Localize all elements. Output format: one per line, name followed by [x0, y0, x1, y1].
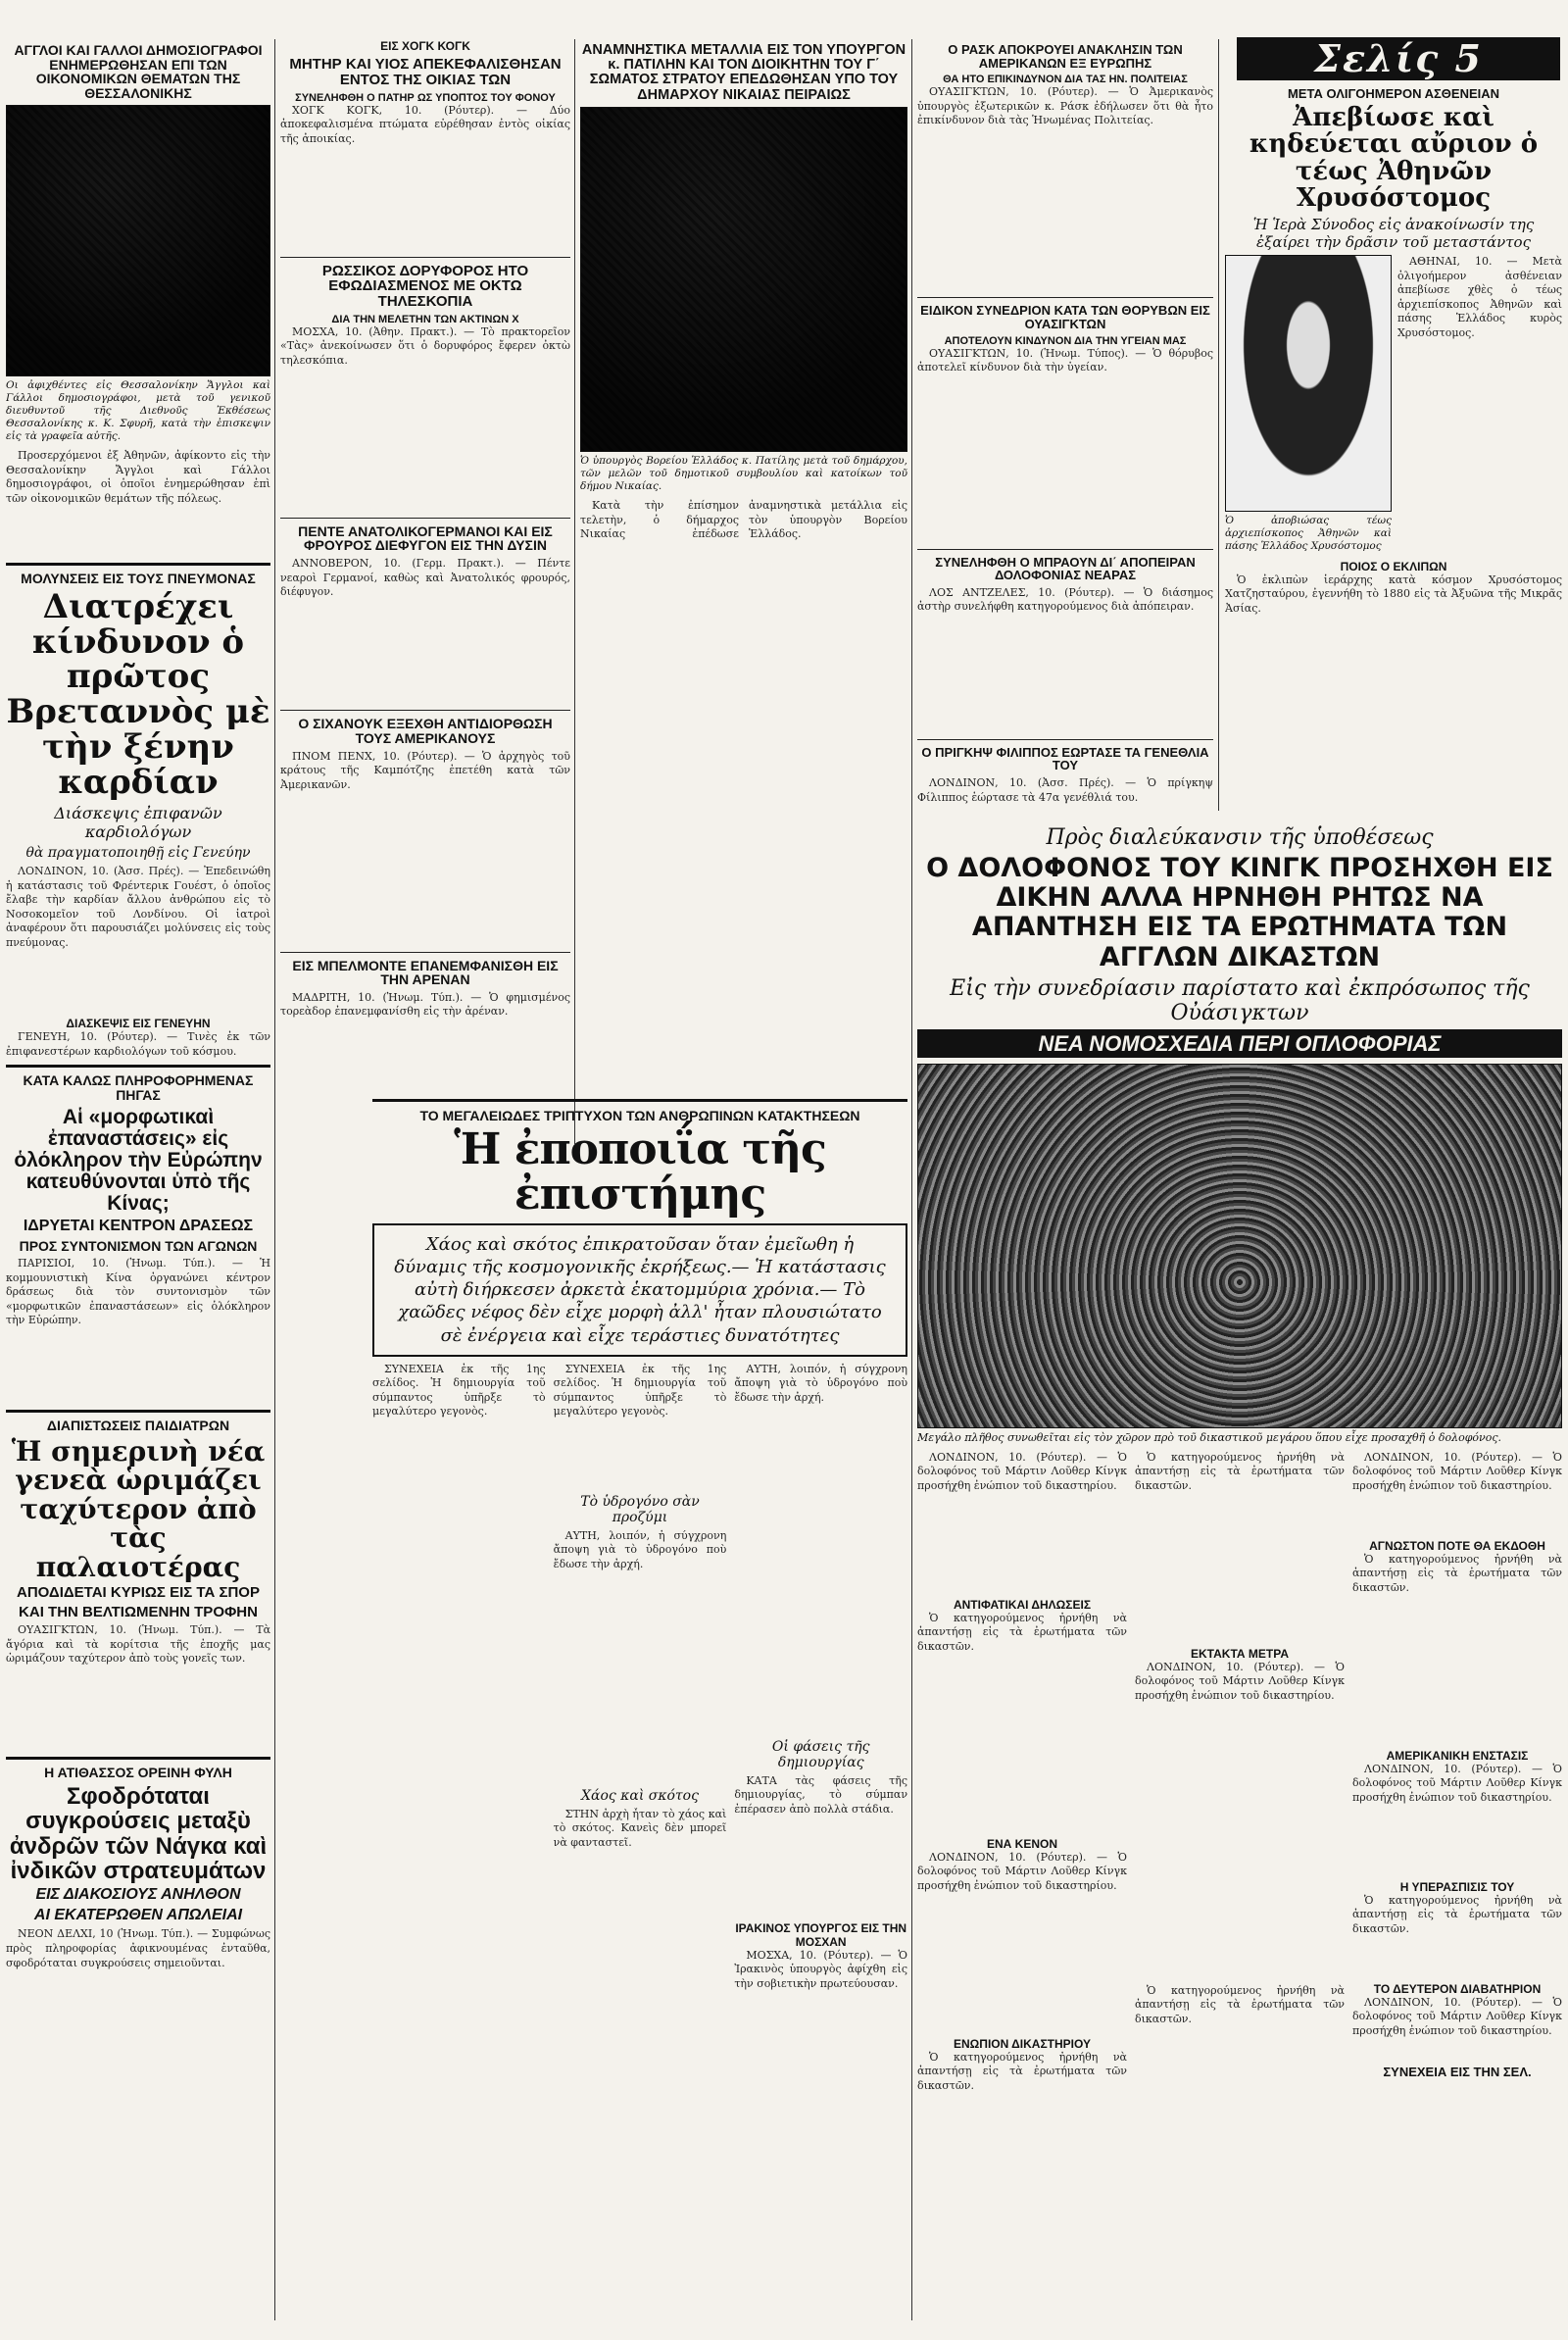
article-text: Κατὰ τὴν ἐπίσημον τελετὴν, ὁ δήμαρχος Νικαίας ἐπέδωσε ἀναμνηστικὰ μετάλλια εἰς τὸν ὑπουργὸν Βορείου Ἑλλάδος.	[580, 499, 907, 541]
headline-satellite: ΡΩΣΣΙΚΟΣ ΔΟΡΥΦΟΡΟΣ ΗΤΟ ΕΦΩΔΙΑΣΜΕΝΟΣ ΜΕ ΟΚΤΩ ΤΗΛΕΣΚΟΠΙΑ	[321, 262, 529, 310]
photo-caption: Μεγάλο πλῆθος συνωθεῖται εἰς τὸν χῶρον πρὸ τοῦ δικαστικοῦ μεγάρου ὅπου εἶχε προσαχθῆ ὁ δολοφόνος.	[917, 1431, 1501, 1445]
article-text: Ὁ κατηγορούμενος ἠρνήθη νὰ ἀπαντήσῃ εἰς τὰ ἐρωτήματα τῶν δικαστῶν.	[917, 1611, 1127, 1653]
headline-king: Ο ΔΟΛΟΦΟΝΟΣ ΤΟΥ ΚΙΝΓΚ ΠΡΟΣΗΧΘΗ ΕΙΣ ΔΙΚΗΝ ΑΛΛΑ ΗΡΝΗΘΗ ΡΗΤΩΣ ΝΑ ΑΠΑΝΤΗΣΗ ΕΙΣ ΤΑ ΕΡΩΤΗΜΑΤΑ ΤΩΝ ΑΓΓΛΩΝ ΔΙΚΑΣΤΩΝ	[926, 853, 1553, 972]
kicker: ΚΑΤΑ ΚΑΛΩΣ ΠΛΗΡΟΦΟΡΗΜΕΝΑΣ ΠΗΓΑΣ	[23, 1072, 254, 1103]
kicker: Πρὸς διαλεύκανσιν τῆς ὑποθέσεως	[1046, 825, 1434, 850]
article-text: ΑΥΤΗ, λοιπόν, ἡ σύγχρονη ἄποψη γιὰ τὸ ὑδρογόνο ποὺ ἔδωσε τὴν ἀρχή.	[553, 1528, 727, 1570]
article-text: ΣΥΝΕΧΕΙΑ ἐκ τῆς 1ης σελίδος. Ἡ δημιουργία τοῦ σύμπαντος ὑπῆρξε τὸ μεγαλύτερο γεγονὸς.	[553, 1362, 727, 1419]
headline-escape: ΠΕΝΤΕ ΑΝΑΤΟΛΙΚΟΓΕΡΜΑΝΟΙ ΚΑΙ ΕΙΣ ΦΡΟΥΡΟΣ ΔΙΕΦΥΓΟΝ ΕΙΣ ΤΗΝ ΔΥΣΙΝ	[298, 523, 553, 554]
subhead: ΚΑΙ ΤΗΝ ΒΕΛΤΙΩΜΕΝΗΝ ΤΡΟΦΗΝ	[19, 1603, 258, 1620]
article-text: ΟΥΑΣΙΓΚΤΩΝ, 10. (Ἡνωμ. Τύπος). — Ὁ θόρυβος ἀποτελεῖ κίνδυνον διὰ τὴν ὑγείαν.	[917, 346, 1213, 374]
article-text: Ὁ κατηγορούμενος ἠρνήθη νὰ ἀπαντήσῃ εἰς τὰ ἐρωτήματα τῶν δικαστῶν.	[1135, 1450, 1345, 1492]
column-rule	[574, 39, 575, 1144]
headline-science: Ἡ ἐποποιΐα τῆς ἐπιστήμης	[454, 1124, 826, 1220]
article-text: ΣΤΗΝ ἀρχὴ ἦταν τὸ χάος καὶ τὸ σκότος. Κανεὶς δὲν μπορεῖ νὰ φανταστεῖ.	[553, 1807, 727, 1849]
headline-china: Αἱ «μορφωτικαὶ ἐπαναστάσεις» εἰς ὁλόκληρον τὴν Εὐρώπην κατευθύνονται ὑπὸ τῆς Κίνας;	[14, 1105, 263, 1215]
headline-noise: ΕΙΔΙΚΟΝ ΣΥΝΕΔΡΙΟΝ ΚΑΤΑ ΤΩΝ ΘΟΡΥΒΩΝ ΕΙΣ ΟΥΑΣΙΓΚΤΩΝ	[920, 303, 1210, 331]
triptych-section	[372, 1093, 907, 2318]
subhead: ΙΔΡΥΕΤΑΙ ΚΕΝΤΡΟΝ ΔΡΑΣΕΩΣ	[23, 1217, 254, 1234]
article-text: ΑΘΗΝΑΙ, 10. — Μετὰ ὀλιγοήμερον ἀσθένειαν ἀπεβίωσε χθὲς ὁ τέως ἀρχιεπίσκοπος Ἀθηνῶν καὶ πάσης Ἑλλάδος κυρὸς Χρυσόστομος.	[1397, 255, 1562, 339]
article-text: ΛΟΝΔΙΝΟΝ, 10. (Ρόυτερ). — Ὁ δολοφόνος τοῦ Μάρτιν Λοῦθερ Κίνγκ προσήχθη ἐνώπιον τοῦ δικαστηρίου.	[1135, 1660, 1345, 1702]
photo-ceremony	[580, 107, 907, 452]
article-text: ΚΑΤΑ τὰς φάσεις τῆς δημιουργίας, τὸ σύμπαν ἐπέρασεν ἀπὸ πολλὰ στάδια.	[734, 1773, 907, 1816]
article-text: Ὁ κατηγορούμενος ἠρνήθη νὰ ἀπαντήσῃ εἰς τὰ ἐρωτήματα τῶν δικαστῶν.	[917, 2050, 1127, 2092]
continued-link: ΣΥΝΕΧΕΙΑ ΕΙΣ ΤΗΝ ΣΕΛ.	[1383, 2064, 1532, 2079]
article-text: ΑΝΝΟΒΕΡΟΝ, 10. (Γερμ. Πρακτ.). — Πέντε νεαροὶ Γερμανοί, καθὼς καὶ Ἀνατολικός φρουρός, διέφυγον.	[280, 557, 570, 599]
article-text: ΣΥΝΕΧΕΙΑ ἐκ τῆς 1ης σελίδος. Ἡ δημιουργία τοῦ σύμπαντος ὑπῆρξε τὸ μεγαλύτερο γεγονὸς.	[372, 1362, 546, 1419]
article-text: ΜΟΣΧΑ, 10. (Ρόυτερ). — Ὁ Ἰρακινὸς ὑπουργὸς ἀφίχθη εἰς τὴν σοβιετικὴν πρωτεύουσαν.	[734, 1948, 907, 1990]
kicker: ΜΟΛΥΝΣΕΙΣ ΕΙΣ ΤΟΥΣ ΠΝΕΥΜΟΝΑΣ	[21, 571, 256, 587]
article-text: ΜΑΔΡΙΤΗ, 10. (Ἡνωμ. Τύπ.). — Ὁ φημισμένος τορεὰδορ ἐπανεμφανίσθη εἰς τὴν ἀρέναν.	[280, 990, 570, 1019]
article-text: ΛΟΝΔΙΝΟΝ, 10. (Ρόυτερ). — Ὁ δολοφόνος τοῦ Μάρτιν Λοῦθερ Κίνγκ προσήχθη ἐνώπιον τοῦ δικαστηρίου.	[917, 1850, 1127, 1892]
article-text: ΛΟΝΔΙΝΟΝ, 10. (Ρόυτερ). — Ὁ δολοφόνος τοῦ Μάρτιν Λοῦθερ Κίνγκ προσήχθη ἐνώπιον τοῦ δικαστηρίου.	[1352, 1762, 1562, 1804]
headline-hongkong: ΜΗΤΗΡ ΚΑΙ ΥΙΟΣ ΑΠΕΚΕΦΑΛΙΣΘΗΣΑΝ ΕΝΤΟΣ ΤΗΣ ΟΙΚΙΑΣ ΤΩΝ	[289, 56, 562, 88]
article-text: ΝΕΟΝ ΔΕΛΧΙ, 10 (Ἡνωμ. Τύπ.). — Συμφώνως πρὸς πληροφορίας ἀφικνουμένας ἐνταῦθα, σφοδρόταται συγκρούσεις σημειοῦνται.	[6, 1927, 270, 1969]
headline-philip: Ο ΠΡΙΓΚΗΨ ΦΙΛΙΠΠΟΣ ΕΩΡΤΑΣΕ ΤΑ ΓΕΝΕΘΛΙΑ ΤΟΥ	[921, 744, 1209, 773]
minihead: ΙΡΑΚΙΝΟΣ ΥΠΟΥΡΓΟΣ ΕΙΣ ΤΗΝ ΜΟΣΧΑΝ	[735, 1920, 907, 1949]
subhead: Τὸ ὑδρογόνο σὰν προζύμι	[580, 1493, 700, 1525]
subhead: ΑΙ ΕΚΑΤΕΡΩΘΕΝ ΑΠΩΛΕΙΑΙ	[33, 1906, 243, 1923]
article-text: ΛΟΝΔΙΝΟΝ, 10. (Ρόυτερ). — Ὁ δολοφόνος τοῦ Μάρτιν Λοῦθερ Κίνγκ προσήχθη ἐνώπιον τοῦ δικαστηρίου.	[917, 1450, 1127, 1492]
headline-medals: ΑΝΑΜΝΗΣΤΙΚΑ ΜΕΤΑΛΛΙΑ ΕΙΣ ΤΟΝ ΥΠΟΥΡΓΟΝ κ. ΠΑΤΙΛΗΝ ΚΑΙ ΤΟΝ ΔΙΟΙΚΗΤΗΝ ΤΟΥ Γ΄ ΣΩΜΑΤΟΣ ΣΤΡΑΤΟΥ ΕΠΕΔΩΘΗΣΑΝ ΥΠΟ ΤΟΥ ΔΗΜΑΡΧΟΥ ΝΙΚΑΙΑΣ ΠΕΙΡΑΙΩΣ	[581, 42, 906, 103]
article-text: Ὁ κατηγορούμενος ἠρνήθη νὰ ἀπαντήσῃ εἰς τὰ ἐρωτήματα τῶν δικαστῶν.	[1135, 1983, 1345, 2025]
minihead: ΑΜΕΡΙΚΑΝΙΚΗ ΕΝΣΤΑΣΙΣ	[1386, 1748, 1529, 1763]
column-2	[280, 39, 570, 1137]
article-text: ΑΥΤΗ, λοιπόν, ἡ σύγχρονη ἄποψη γιὰ τὸ ὑδρογόνο ποὺ ἔδωσε τὴν ἀρχή.	[734, 1362, 907, 1404]
headline-rusk: Ο ΡΑΣΚ ΑΠΟΚΡΟΥΕΙ ΑΝΑΚΛΗΣΙΝ ΤΩΝ ΑΜΕΡΙΚΑΝΩΝ ΕΞ ΕΥΡΩΠΗΣ	[948, 42, 1183, 71]
photo-caption: Ὁ ἀποβιώσας τέως ἀρχιεπίσκοπος Ἀθηνῶν καὶ πάσης Ἑλλάδος Χρυσόστομος	[1225, 515, 1392, 553]
article-text: ΜΟΣΧΑ, 10. (Ἀθην. Πρακτ.). — Τὸ πρακτορεῖον «Τὰς» ἀνεκοίνωσεν ὅτι ὁ δορυφόρος ἔφερεν ὀκτὼ τηλεσκόπια.	[280, 324, 570, 367]
kicker: ΕΙΣ ΧΟΓΚ ΚΟΓΚ	[380, 39, 470, 53]
minihead: ΑΓΝΩΣΤΟΝ ΠΟΤΕ ΘΑ ΕΚΔΟΘΗ	[1369, 1538, 1545, 1553]
column-rule	[274, 39, 275, 2320]
headline-naga: Σφοδρόταται συγκρούσεις μεταξὺ ἀνδρῶν τῶν Νάγκα καὶ ἰνδικῶν στρατευμάτων	[9, 1783, 268, 1884]
headline-journalists: ΑΓΓΛΟΙ ΚΑΙ ΓΑΛΛΟΙ ΔΗΜΟΣΙΟΓΡΑΦΟΙ ΕΝΗΜΕΡΩΘΗΣΑΝ ΕΠΙ ΤΩΝ ΟΙΚΟΝΟΜΙΚΩΝ ΘΕΜΑΤΩΝ ΤΗΣ ΘΕΣΣΑΛΟΝΙΚΗΣ	[14, 42, 263, 102]
subhead: Εἰς τὴν συνεδρίασιν παρίστατο καὶ ἐκπρόσωπος τῆς Οὐάσιγκτων	[950, 975, 1530, 1025]
article-text: ΛΟΝΔΙΝΟΝ, 10. (Ρόυτερ). — Ὁ δολοφόνος τοῦ Μάρτιν Λοῦθερ Κίνγκ προσήχθη ἐνώπιον τοῦ δικαστηρίου.	[1352, 1450, 1562, 1492]
article-text: Ὁ κατηγορούμενος ἠρνήθη νὰ ἀπαντήσῃ εἰς τὰ ἐρωτήματα τῶν δικαστῶν.	[1352, 1893, 1562, 1935]
article-text: ΟΥΑΣΙΓΚΤΩΝ, 10. (Ἡνωμ. Τύπ.). — Τὰ ἄγόρια καὶ τὰ κορίτσια τῆς ἐποχῆς μας ὡριμάζουν ταχύτερον ἀπὸ τοὺς γονεῖς των.	[6, 1623, 270, 1666]
minihead: ΕΝΑ ΚΕΝΟΝ	[986, 1836, 1057, 1851]
headline-heart: Διατρέχει κίνδυνον ὁ πρῶτος Βρεταννὸς μὲ τὴν ξένην καρδίαν	[6, 587, 270, 802]
article-text: ΛΟΝΔΙΝΟΝ, 10. (Ρόυτερ). — Ὁ δολοφόνος τοῦ Μάρτιν Λοῦθερ Κίνγκ προσήχθη ἐνώπιον τοῦ δικαστηρίου.	[1352, 1995, 1562, 2037]
minihead: ΕΚΤΑΚΤΑ ΜΕΤΡΑ	[1191, 1646, 1289, 1661]
subhead: ΔΙΑ ΤΗΝ ΜΕΛΕΤΗΝ ΤΩΝ ΑΚΤΙΝΩΝ Χ	[331, 313, 519, 325]
headline-generation: Ἡ σημερινὴ νέα γενεὰ ὡριμάζει ταχύτερον ἀπὸ τὰς παλαιοτέρας	[11, 1435, 266, 1583]
kicker: ΜΕΤΑ ΟΛΙΓΟΗΜΕΡΟΝ ΑΣΘΕΝΕΙΑΝ	[1287, 86, 1500, 101]
subhead: ΠΡΟΣ ΣΥΝΤΟΝΙΣΜΟΝ ΤΩΝ ΑΓΩΝΩΝ	[19, 1237, 258, 1254]
photo-journalists	[6, 105, 270, 376]
column-rule	[1218, 39, 1219, 811]
photo-caption: Ὁ ὑπουργὸς Βορείου Ἑλλάδος κ. Πατίλης μετὰ τοῦ δημάρχου, τῶν μελῶν τοῦ δημοτικοῦ συμβουλίου καὶ κατοίκων τοῦ δήμου Νικαίας.	[580, 454, 907, 493]
subhead: ΘΑ ΗΤΟ ΕΠΙΚΙΝΔΥΝΟΝ ΔΙΑ ΤΑΣ ΗΝ. ΠΟΛΙΤΕΙΑΣ	[943, 74, 1188, 86]
minihead: ΔΙΑΣΚΕΨΙΣ ΕΙΣ ΓΕΝΕΥΗΝ	[66, 1017, 211, 1031]
photo-caption: Οι ἀφιχθέντες εἰς Θεσσαλονίκην Ἄγγλοι καὶ Γάλλοι δημοσιογράφοι, μετὰ τοῦ γενικοῦ διευθυντοῦ τῆς Διεθνοῦς Ἐκθέσεως Θεσσαλονίκης κ. Κ. Σφυρῆ, κατὰ τὴν ἐπισκεψιν εἰς τὰ γραφεῖα αὐτῆς.	[6, 378, 270, 443]
headline-sihanouk: Ο ΣΙΧΑΝΟΥΚ ΕΞΕΧΘΗ ΑΝΤΙΔΙΟΡΘΩΣΗ ΤΟΥΣ ΑΜΕΡΙΚΑΝΟΥΣ	[298, 716, 553, 746]
article-text: Προσερχόμενοι ἐξ Ἀθηνῶν, ἀφίκοντο εἰς τὴν Θεσσαλονίκην Ἄγγλοι καὶ Γάλλοι δημοσιογράφοι, οἱ ὁποῖοι ἐνημερώθησαν ἐπὶ τῶν οἰκονομικῶν θεμάτων τῆς πόλεως.	[6, 449, 270, 505]
subhead: ΕΙΣ ΔΙΑΚΟΣΙΟΥΣ ΑΝΗΛΘΟΝ	[35, 1885, 241, 1903]
headline-belmonte: ΕΙΣ ΜΠΕΛΜΟΝΤΕ ΕΠΑΝΕΜΦΑΝΙΣΘΗ ΕΙΣ ΤΗΝ ΑΡΕΝΑΝ	[292, 957, 559, 988]
article-text: ΛΟΝΔΙΝΟΝ, 10. (Ἀσσ. Πρές). — Ἐπεδεινώθη ἡ κατάστασις τοῦ Φρέντερικ Γουέστ, ὁ ὁποῖος ἔλαβε τὴν καρδίαν ἄλλου ἀνθρώπου εἰς τὸ Νοσοκομεῖον τοῦ Λονδίνου. Οἱ ἰατροὶ ἀναφέρουν ὅτι παρουσιάζει μολύνσεις εἰς τοὺς πνεύμονας.	[6, 865, 270, 949]
subhead: Διάσκεψις ἐπιφανῶν καρδιολόγων	[54, 804, 222, 842]
minihead: ΤΟ ΔΕΥΤΕΡΟΝ ΔΙΑΒΑΤΗΡΙΟΝ	[1373, 1981, 1542, 1996]
photo-crowd	[917, 1064, 1562, 1428]
kicker: ΔΙΑΠΙΣΤΩΣΕΙΣ ΠΑΙΔΙΑΤΡΩΝ	[46, 1418, 230, 1434]
lead-story	[917, 821, 1562, 2321]
subhead: Χάος καὶ σκότος	[581, 1787, 699, 1804]
headline-brown: ΣΥΝΕΛΗΦΘΗ Ο ΜΠΡΑΟΥΝ ΔΙ΄ ΑΠΟΠΕΙΡΑΝ ΔΟΛΟΦΟΝΙΑΣ ΝΕΑΡΑΣ	[935, 554, 1196, 583]
article-text: ΛΟΝΔΙΝΟΝ, 10. (Ἀσσ. Πρές). — Ὁ πρίγκηψ Φίλιππος ἑώρτασε τὰ 47α γενέθλιά του.	[917, 776, 1213, 804]
minihead: ΕΝΩΠΙΟΝ ΔΙΚΑΣΤΗΡΙΟΥ	[953, 2036, 1091, 2051]
subhead: ΣΥΝΕΛΗΦΘΗ Ο ΠΑΤΗΡ ΩΣ ΥΠΟΠΤΟΣ ΤΟΥ ΦΟΝΟΥ	[295, 91, 556, 104]
pull-quote: Χάος καὶ σκότος ἐπικρατοῦσαν ὅταν ἐμεῖωθη ἡ δύναμις τῆς κοσμογονικῆς ἐκρήξεως.— Ἡ κατάστασις αὐτὴ διήρκεσεν ἀρκετὰ ἑκατομμύρια χρόνια.— Τὸ χαῶδες νέφος δὲν εἶχε μορφὴ ἀλλ' ἦταν πλουσιώτατο σὲ ἐνέργεια καὶ εἶχε τεράστιες δυνατότητες	[372, 1223, 907, 1356]
minihead: ΑΝΤΙΦΑΤΙΚΑΙ ΔΗΛΩΣΕΙΣ	[953, 1597, 1092, 1612]
subhead: Οἱ φάσεις τῆς δημιουργίας	[771, 1738, 870, 1770]
column-5	[1225, 86, 1562, 812]
subhead: θὰ πραγματοποιηθῇ εἰς Γενεύην	[25, 845, 251, 862]
article-text: ΠΝΟΜ ΠΕΝΧ, 10. (Ρόυτερ). — Ὁ ἀρχηγὸς τοῦ κράτους τῆς Καμπότζης ἐπετέθη κατὰ τῶν Ἀμερικανῶν.	[280, 749, 570, 791]
kicker: Η ΑΤΙΘΑΣΣΟΣ ΟΡΕΙΝΗ ΦΥΛΗ	[44, 1765, 232, 1781]
article-text: ΧΟΓΚ ΚΟΓΚ, 10. (Ρόυτερ). — Δύο ἀποκεφαλισμένα πτώματα εὑρέθησαν ἐντὸς οἰκίας τῆς ἀποικίας.	[280, 103, 570, 145]
minihead: Η ΥΠΕΡΑΣΠΙΣΙΣ ΤΟΥ	[1399, 1879, 1515, 1894]
article-text: Ὁ ἐκλιπὼν ἱεράρχης κατὰ κόσμον Χρυσόστομος Χατζησταύρου, ἐγεννήθη τὸ 1880 εἰς τὰ Ἀξυῶνα τῆς Μικρᾶς Ἀσίας.	[1225, 573, 1562, 615]
page-number-logo: Σελίς 5	[1237, 37, 1560, 80]
article-text: ΛΟΣ ΑΝΤΖΕΛΕΣ, 10. (Ρόυτερ). — Ὁ διάσημος ἀστὴρ συνελήφθη κατηγορούμενος διὰ ἀπόπειραν.	[917, 585, 1213, 614]
kicker: ΤΟ ΜΕΓΑΛΕΙΩΔΕΣ ΤΡΙΠΤΥΧΟΝ ΤΩΝ ΑΝΘΡΩΠΙΝΩΝ ΚΑΤΑΚΤΗΣΕΩΝ	[419, 1108, 860, 1123]
headline-bar: ΝΕΑ ΝΟΜΟΣΧΕΔΙΑ ΠΕΡΙ ΟΠΛΟΦΟΡΙΑΣ	[917, 1029, 1562, 1058]
subhead: ΑΠΟΤΕΛΟΥΝ ΚΙΝΔΥΝΟΝ ΔΙΑ ΤΗΝ ΥΓΕΙΑΝ ΜΑΣ	[944, 334, 1187, 347]
column-rule	[911, 39, 912, 2320]
article-text: ΓΕΝΕΥΗ, 10. (Ρόυτερ). — Τινὲς ἐκ τῶν ἐπιφανεστέρων καρδιολόγων τοῦ κόσμου.	[6, 1030, 270, 1058]
subhead: ΑΠΟΔΙΔΕΤΑΙ ΚΥΡΙΩΣ ΕΙΣ ΤΑ ΣΠΟΡ	[17, 1583, 260, 1601]
column-3	[580, 39, 907, 1118]
article-text: ΟΥΑΣΙΓΚΤΩΝ, 10. (Ρόυτερ). — Ὁ Ἀμερικανὸς ὑπουργὸς ἐξωτερικῶν κ. Ράσκ ἐδήλωσεν ὅτι θὰ ἦτο ἐπικίνδυνον διὰ τὰς Ἡνωμένας Πολιτείας.	[917, 85, 1213, 127]
subhead: Ἡ Ἱερὰ Σύνοδος εἰς ἀνακοίνωσίν της ἐξαίρει τὴν δρᾶσιν τοῦ μεταστάντος	[1252, 216, 1535, 252]
article-text: ΠΑΡΙΣΙΟΙ, 10. (Ἡνωμ. Τύπ.). — Ἡ κομμουνιστικὴ Κίνα ὀργανώνει κέντρον δράσεως διὰ τὸν συντονισμὸν τῶν «μορφωτικῶν ἐπαναστάσεων» εἰς ὁλόκληρον τὴν Εὐρώπην.	[6, 1257, 270, 1327]
minihead: ΠΟΙΟΣ Ο ΕΚΛΙΠΩΝ	[1340, 559, 1447, 573]
article-text: Ὁ κατηγορούμενος ἠρνήθη νὰ ἀπαντήσῃ εἰς τὰ ἐρωτήματα τῶν δικαστῶν.	[1352, 1552, 1562, 1594]
column-1	[6, 39, 270, 2323]
headline-chrysostomos: Ἀπεβίωσε καὶ κηδεύεται αὔριον ὁ τέως Ἀθηνῶν Χρυσόστομος	[1249, 103, 1539, 213]
photo-archbishop	[1225, 255, 1392, 512]
